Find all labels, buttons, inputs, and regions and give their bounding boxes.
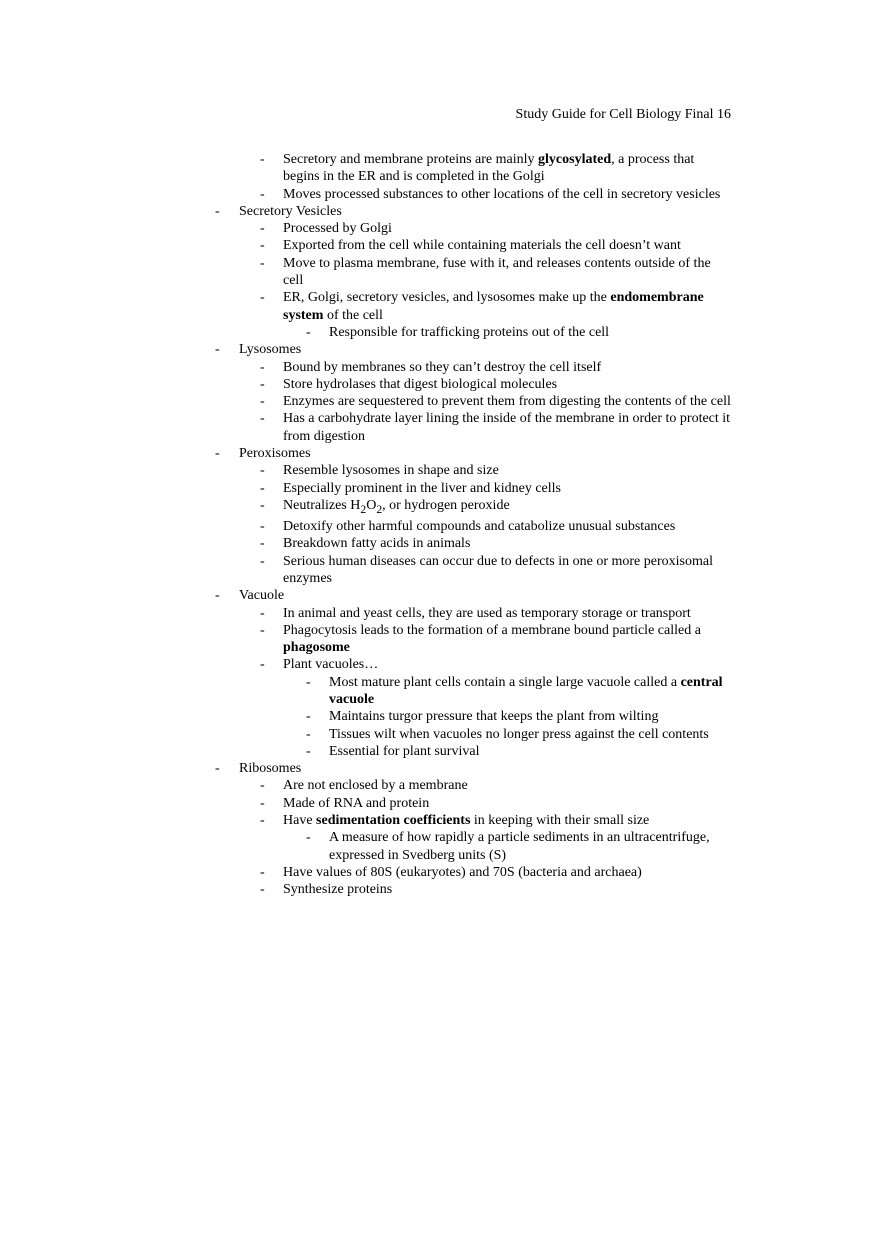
bullet-text: Made of RNA and protein	[283, 795, 430, 811]
bullet-item	[0, 518, 880, 535]
sub-bullet-item	[0, 829, 880, 864]
section-heading-vacuole	[0, 587, 880, 604]
bullet-text: A measure of how rapidly a particle sediments in an ultracentrifuge, expressed in Svedberg units (S)	[329, 830, 710, 863]
bullet-text: Plant vacuoles…	[283, 657, 379, 673]
bullet-text: Have values of 80S (eukaryotes) and 70S (bacteria and archaea)	[283, 864, 642, 880]
bullet-text: Resemble lysosomes in shape and size	[283, 463, 499, 479]
bullet-dash: -	[306, 324, 311, 340]
bullet-dash: -	[260, 376, 265, 392]
bullet-item	[0, 777, 880, 794]
bullet-item	[0, 255, 880, 290]
bullet-item	[0, 186, 880, 203]
bullet-text: Moves processed substances to other locations of the cell in secretory vesicles	[283, 186, 721, 202]
bullet-text: Processed by Golgi	[283, 221, 392, 237]
sub-bullet-item	[0, 743, 880, 760]
bullet-dash: -	[260, 605, 265, 621]
bullet-dash: -	[306, 709, 311, 725]
bullet-text: Have sedimentation coefficients in keeping with their small size	[283, 813, 650, 829]
bullet-item	[0, 795, 880, 812]
bullet-text: Are not enclosed by a membrane	[283, 778, 468, 794]
bullet-text: Bound by membranes so they can’t destroy the cell itself	[283, 359, 602, 375]
bullet-dash: -	[260, 864, 265, 880]
bullet-item	[0, 656, 880, 673]
bullet-item	[0, 410, 880, 445]
bullet-text: Phagocytosis leads to the formation of a membrane bound particle called a phagosome	[283, 622, 701, 656]
bullet-dash: -	[260, 255, 265, 271]
bullet-text: Especially prominent in the liver and kidney cells	[283, 480, 561, 496]
bullet-dash: -	[215, 588, 220, 604]
page-header: Study Guide for Cell Biology Final 16	[515, 107, 731, 122]
bullet-dash: -	[260, 480, 265, 496]
bullet-dash: -	[215, 446, 220, 462]
bullet-dash: -	[215, 203, 220, 219]
bullet-item	[0, 535, 880, 552]
bullet-dash: -	[215, 761, 220, 777]
bullet-item	[0, 605, 880, 622]
bullet-dash: -	[260, 221, 265, 237]
bullet-text: Store hydrolases that digest biological molecules	[283, 376, 558, 392]
bullet-dash: -	[260, 238, 265, 254]
sub-bullet-item	[0, 324, 880, 341]
bullet-item	[0, 359, 880, 376]
section-heading: Vacuole	[239, 588, 285, 604]
bullet-text: Serious human diseases can occur due to defects in one or more peroxisomal enzymes	[283, 553, 713, 586]
bullet-item	[0, 864, 880, 881]
section-heading-lysosomes	[0, 341, 880, 358]
bullet-text: ER, Golgi, secretory vesicles, and lysosomes make up the endomembrane system of the cell	[283, 290, 704, 323]
bullet-item	[0, 622, 880, 657]
bullet-item	[0, 393, 880, 410]
bullet-dash: -	[260, 463, 265, 479]
bullet-dash: -	[260, 186, 265, 202]
section-heading-peroxisomes	[0, 445, 880, 462]
bullet-dash: -	[306, 674, 311, 690]
sub-bullet-item	[0, 708, 880, 725]
bullet-dash: -	[260, 290, 265, 306]
bullet-item	[0, 376, 880, 393]
section-heading-ribosomes	[0, 760, 880, 777]
bullet-text: Exported from the cell while containing materials the cell doesn’t want	[283, 238, 681, 254]
bullet-dash: -	[260, 622, 265, 638]
bullet-item	[0, 812, 880, 829]
bullet-item	[0, 462, 880, 479]
bullet-list	[0, 151, 880, 899]
bullet-text: Synthesize proteins	[283, 882, 393, 898]
bullet-text: Tissues wilt when vacuoles no longer press against the cell contents	[329, 726, 709, 742]
bullet-text: Breakdown fatty acids in animals	[283, 536, 471, 552]
bullet-text: Move to plasma membrane, fuse with it, and releases contents outside of the cell	[283, 255, 711, 289]
bullet-dash: -	[260, 657, 265, 673]
bullet-item	[0, 480, 880, 497]
bullet-dash: -	[306, 726, 311, 742]
bullet-text: Responsible for trafficking proteins out of the cell	[329, 324, 610, 340]
bullet-text: Detoxify other harmful compounds and catabolize unusual substances	[283, 519, 676, 535]
bullet-item	[0, 237, 880, 254]
bullet-text: Secretory and membrane proteins are mainly glycosylated, a process that begins in the ER and is completed in the Golgi	[283, 152, 695, 185]
bullet-item	[0, 881, 880, 898]
bullet-text: Enzymes are sequestered to prevent them from digesting the contents of the cell	[283, 394, 731, 410]
bullet-dash: -	[260, 152, 265, 167]
sub-bullet-item	[0, 726, 880, 743]
bullet-item	[0, 497, 880, 518]
section-heading: Ribosomes	[239, 761, 302, 777]
bullet-dash: -	[260, 778, 265, 794]
bullet-dash: -	[260, 813, 265, 829]
bullet-text: Has a carbohydrate layer lining the inside of the membrane in order to protect it from digestion	[283, 411, 731, 444]
bullet-dash: -	[260, 519, 265, 535]
bullet-dash: -	[306, 830, 311, 846]
bullet-dash: -	[260, 497, 265, 513]
bullet-dash: -	[260, 411, 265, 427]
section-heading: Peroxisomes	[239, 446, 311, 462]
bullet-text: Most mature plant cells contain a single large vacuole called a central vacuole	[329, 674, 723, 707]
bullet-text: Essential for plant survival	[329, 743, 480, 759]
section-heading: Secretory Vesicles	[239, 203, 342, 219]
bullet-item	[0, 151, 880, 186]
bullet-item	[0, 220, 880, 237]
section-heading-secretory-vesicles	[0, 203, 880, 220]
bullet-dash: -	[260, 553, 265, 569]
section-heading: Lysosomes	[239, 342, 302, 358]
bullet-text: Neutralizes $H_2O_2$, or hydrogen peroxide	[283, 497, 510, 516]
bullet-dash: -	[260, 795, 265, 811]
bullet-dash: -	[215, 342, 220, 358]
bullet-dash: -	[306, 743, 311, 759]
bullet-item	[0, 289, 880, 324]
bullet-dash: -	[260, 394, 265, 410]
bullet-item	[0, 553, 880, 588]
bullet-dash: -	[260, 536, 265, 552]
bullet-text: Maintains turgor pressure that keeps the plant from wilting	[329, 709, 659, 725]
sub-bullet-item	[0, 674, 880, 709]
bullet-text: In animal and yeast cells, they are used as temporary storage or transport	[283, 605, 691, 621]
bullet-dash: -	[260, 882, 265, 898]
bullet-dash: -	[260, 359, 265, 375]
